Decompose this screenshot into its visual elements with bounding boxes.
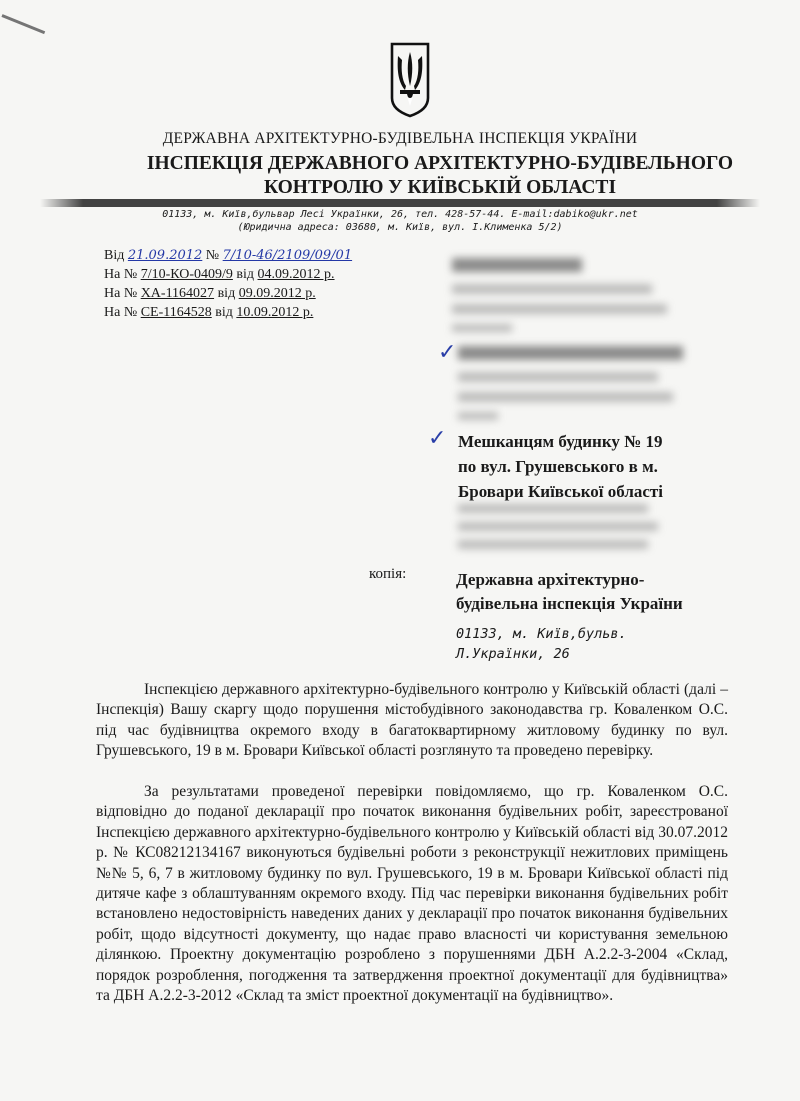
ref-number: СЕ-1164528 xyxy=(140,305,212,320)
incoming-reference-3 xyxy=(104,303,352,322)
ref-number: 7/10-КО-0409/9 xyxy=(140,267,233,282)
ref-number: ХА-1164027 xyxy=(140,286,215,301)
ministry-name: ДЕРЖАВНА АРХІТЕКТУРНО-БУДІВЕЛЬНА ІНСПЕКЦІЯ УКРАЇНИ xyxy=(162,130,638,147)
copy-address xyxy=(456,624,627,664)
address-line2: (Юридична адреса: 03680, м. Київ, вул. І.Клименка 5/2) xyxy=(237,222,563,233)
reference-block xyxy=(104,246,352,322)
redacted-recipient-1 xyxy=(452,254,682,334)
outgoing-number: 7/10-46/2109/09/01 xyxy=(222,248,353,263)
redacted-recipient-2 xyxy=(458,342,698,422)
inspection-name-line2: КОНТРОЛЮ У КИЇВСЬКІЙ ОБЛАСТІ xyxy=(263,177,617,198)
outgoing-reference xyxy=(104,246,352,265)
addressee-line2: по вул. Грушевського в м. xyxy=(458,457,658,476)
copy-org-line2: будівельна інспекція України xyxy=(456,594,683,613)
header-address xyxy=(0,208,800,234)
ref-prefix: На № xyxy=(104,267,138,282)
header-divider xyxy=(40,199,760,207)
ref-from: від xyxy=(215,305,233,320)
scan-mark xyxy=(1,14,45,34)
ref-from: від xyxy=(217,286,236,301)
address-line1: 01133, м. Київ,бульвар Лесі Українки, 26, тел. 428-57-44. E-mail:dabiko@ukr.net xyxy=(162,209,638,220)
inspection-name-line1: ІНСПЕКЦІЯ ДЕРЖАВНОГО АРХІТЕКТУРНО-БУДІВЕЛЬНОГО xyxy=(146,153,734,174)
from-label: Від xyxy=(104,248,125,263)
copy-address-line2: Л.Українки, 26 xyxy=(456,646,570,662)
addressee-line3: Бровари Київської області xyxy=(458,482,663,501)
incoming-reference-2 xyxy=(104,284,352,303)
ref-prefix: На № xyxy=(104,305,138,320)
trident-emblem-icon xyxy=(388,42,432,118)
copy-org-line1: Державна архітектурно- xyxy=(456,570,645,589)
incoming-reference-1 xyxy=(104,265,352,284)
copy-label: копія: xyxy=(369,566,407,582)
addressee xyxy=(458,429,663,504)
ref-date: 10.09.2012 р. xyxy=(236,305,314,320)
copy-addressee xyxy=(456,568,683,616)
ref-date: 04.09.2012 р. xyxy=(257,267,335,282)
ref-date: 09.09.2012 р. xyxy=(238,286,316,301)
number-label: № xyxy=(205,248,220,263)
ref-prefix: На № xyxy=(104,286,138,301)
copy-address-line1: 01133, м. Київ,бульв. xyxy=(456,626,627,642)
check-mark-icon: ✓ xyxy=(428,426,447,451)
inspection-name xyxy=(80,152,800,200)
redacted-address xyxy=(458,502,698,552)
check-mark-icon: ✓ xyxy=(438,340,457,365)
outgoing-date: 21.09.2012 xyxy=(127,248,203,263)
ref-from: від xyxy=(236,267,255,282)
body-paragraph-1: Інспекцією державного архітектурно-будівельного контролю у Київській області (далі – Інспекція) Вашу скаргу щодо порушення містобудівного законодавства гр. Коваленком О.С. під час будівництва окремого входу в багатоквартирному житловому будинку по вул. Грушевського, 19 в м. Бровари Київської області розглянуто та проведено перевірку. xyxy=(96,681,728,760)
body-paragraph-2: За результатами проведеної перевірки повідомляємо, що гр. Коваленком О.С. відповідно до поданої декларації про початок виконання будівельних робіт, зареєстрованої Інспекцією державного архітектурно-будівельного контролю у Київській області від 30.07.2012 р. № КС08212134167 виконуються будівельні роботи з реконструкції нежитлових приміщень №№ 5, 6, 7 в житловому будинку по вул. Грушевського, 19 в м. Бровари Київської області під дитяче кафе з облаштуванням окремого входу. Під час перевірки виконання будівельних робіт встановлено недостовірність наведених даних у декларації про початок виконання будівельних робіт, щодо відсутності документу, що надає право власності чи користування земельною ділянкою. Проектну документацію розроблено з порушеннями ДБН А.2.2-3-2004 «Склад, порядок розроблення, погодження та затвердження проектної документації для будівництва» та ДБН А.2.2-3-2012 «Склад та зміст проектної документації на будівництво». xyxy=(96,783,728,1005)
addressee-line1: Мешканцям будинку № 19 xyxy=(458,432,663,451)
